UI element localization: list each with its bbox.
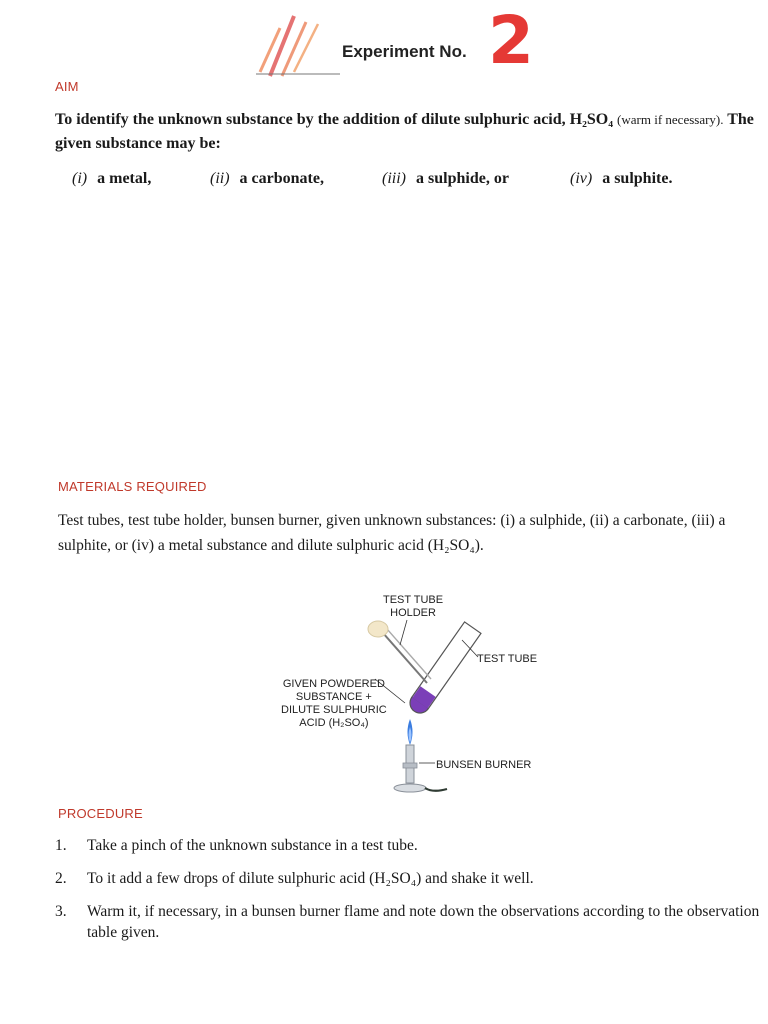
label-test-tube: TEST TUBE — [477, 653, 538, 665]
label-substance-line1: GIVEN POWDERED — [282, 678, 385, 690]
aim-tail-text: The given substance may be: — [55, 111, 754, 152]
label-substance-line4: ACID (H₂SO₄) — [299, 717, 369, 729]
step-number: 2. — [55, 870, 67, 887]
procedure-heading: PROCEDURE — [58, 806, 143, 821]
procedure-list — [55, 835, 760, 955]
option-number: (i) — [72, 170, 88, 187]
aim-text — [55, 108, 755, 156]
header-logo-graphic — [250, 10, 340, 80]
option-label: a sulphide, or — [416, 170, 509, 187]
aim-heading: AIM — [55, 79, 79, 94]
step-text: Warm it, if necessary, in a bunsen burner flame and note down the observations according to the observation table given. — [87, 903, 760, 941]
aim-option-sulphide — [382, 170, 509, 188]
label-holder-line2: HOLDER — [390, 607, 436, 619]
label-substance-line3: DILUTE SULPHURIC — [281, 704, 387, 716]
aim-option-metal — [72, 170, 151, 188]
aim-options-list — [72, 170, 752, 194]
option-number: (ii) — [210, 170, 230, 187]
option-label: a carbonate, — [239, 170, 324, 187]
option-label: a sulphite. — [602, 170, 673, 187]
materials-heading: MATERIALS REQUIRED — [58, 479, 207, 494]
procedure-step — [55, 901, 760, 943]
step-text: To it add a few drops of dilute sulphuric acid (H₂SO₄) and shake it well. — [87, 870, 534, 887]
option-label: a metal, — [97, 170, 152, 187]
aim-note-text: (warm if necessary). — [617, 112, 724, 127]
step-number: 1. — [55, 837, 67, 854]
option-number: (iv) — [570, 170, 593, 187]
holder-grip — [368, 621, 388, 637]
label-given-substance — [281, 678, 387, 730]
label-test-tube-holder — [383, 594, 443, 620]
option-number: (iii) — [382, 170, 406, 187]
procedure-step — [55, 835, 760, 856]
materials-text: Test tubes, test tube holder, bunsen burner, given unknown substances: (i) a sulphide, (ii) a carbonate, (iii) a sulphite, or (iv) a metal substance and dilute sulphuric acid (H₂SO₄). — [58, 512, 726, 554]
aim-main-text: To identify the unknown substance by the addition of dilute sulphuric acid, H₂SO₄ — [55, 111, 614, 128]
label-holder-line1: TEST TUBE — [383, 594, 444, 606]
step-number: 3. — [55, 903, 67, 920]
aim-option-sulphite — [570, 170, 672, 188]
apparatus-diagram — [255, 585, 555, 805]
procedure-step — [55, 868, 760, 889]
step-text: Take a pinch of the unknown substance in a test tube. — [87, 837, 418, 854]
experiment-title: Experiment No. — [342, 42, 467, 61]
experiment-number: 2 — [488, 2, 534, 79]
label-substance-line2: SUBSTANCE + — [295, 691, 372, 703]
aim-option-carbonate — [210, 170, 324, 188]
label-bunsen-burner: BUNSEN BURNER — [436, 759, 532, 771]
